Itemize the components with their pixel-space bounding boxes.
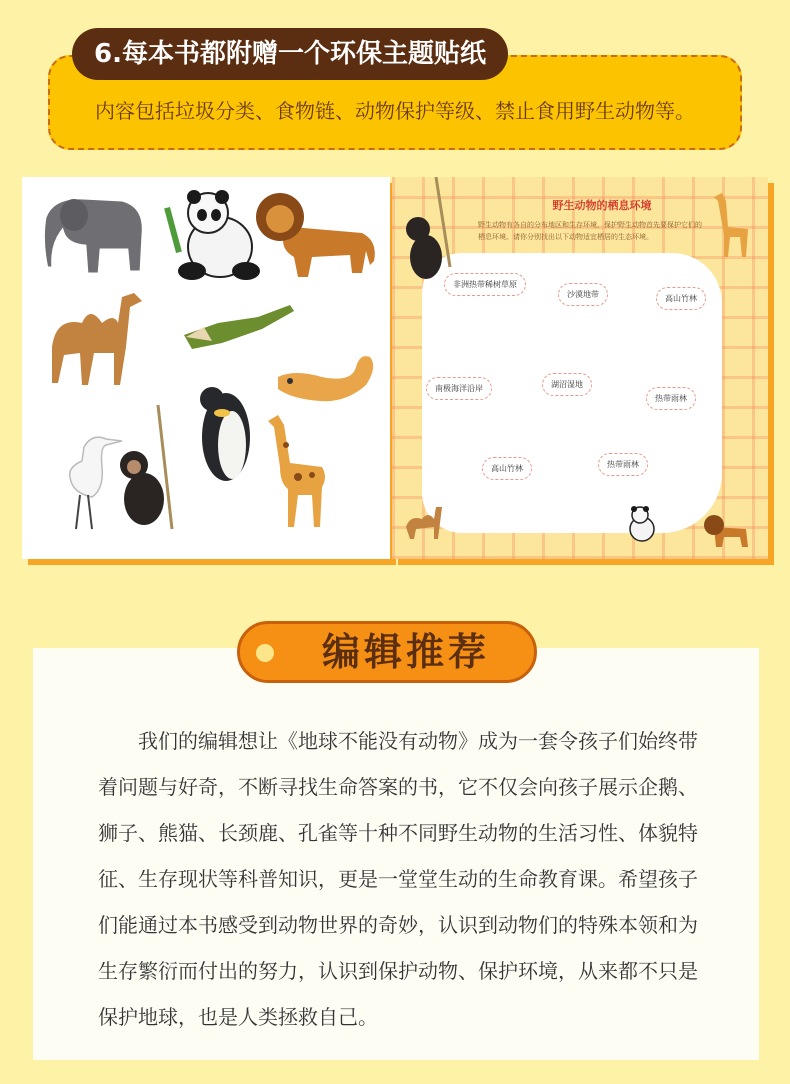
giraffe-sticker [268,415,325,527]
lizard-sticker [278,356,373,401]
habitat-animals [392,177,768,559]
editor-body [98,718,698,1040]
panda-sticker [164,190,260,280]
camel-icon [406,507,442,539]
giraffe-icon [714,193,748,257]
chimpanzee-icon [406,217,442,279]
habitat-label: 热带雨林 [598,453,648,476]
editor-title: 编辑推荐 [321,630,490,674]
panda-icon [630,506,654,541]
habitat-label: 热带雨林 [646,387,696,410]
feature-title: 6.每本书都附赠一个环保主题贴纸 [72,28,508,80]
feature-description: 内容包括垃圾分类、食物链、动物保护等级、禁止食用野生动物等。 [95,99,695,123]
habitat-label: 沙漠地带 [558,283,608,306]
bullet-dot-icon [256,644,274,662]
habitat-label: 南极海洋沿岸 [426,377,492,400]
crocodile-sticker [184,305,294,349]
habitat-worksheet-image [392,177,768,559]
sticker-sheet-image [22,177,390,559]
habitat-label: 高山竹林 [482,457,532,480]
chimpanzee-sticker [120,405,172,529]
habitat-label: 湖沼湿地 [542,373,592,396]
habitat-text: 野生动物有各自的分布地区和生存环境，保护野生动物首先要保护它们的栖息环境。请你分别找出以下动物适宜栖居的生态环境。 [478,221,702,241]
habitat-label: 非洲热带稀树草原 [444,273,526,296]
egret-sticker [70,437,122,529]
editor-paragraph: 我们的编辑想让《地球不能没有动物》成为一套令孩子们始终带着问题与好奇，不断寻找生命答案的书，它不仅会向孩子展示企鹅、狮子、熊猫、长颈鹿、孔雀等十种不同野生动物的生活习性、体貌特征、生存现状等科普知识，更是一堂堂生动的生命教育课。希望孩子们能通过本书感受到动物世界的奇妙，认识到动物们的特殊本领和为生存繁衍而付出的努力，认识到保护动物、保护环境，从来都不只是保护地球，也是人类拯救自己。 [98,729,698,1029]
lion-icon [704,515,748,547]
lion-sticker [256,193,375,277]
editor-title-pill [237,621,537,683]
penguin-sticker [200,387,250,481]
habitat-label: 高山竹林 [656,287,706,310]
sticker-illustrations [22,177,390,559]
elephant-sticker [42,197,144,275]
camel-sticker [52,293,142,385]
habitat-title: 野生动物的栖息环境 [552,199,652,212]
